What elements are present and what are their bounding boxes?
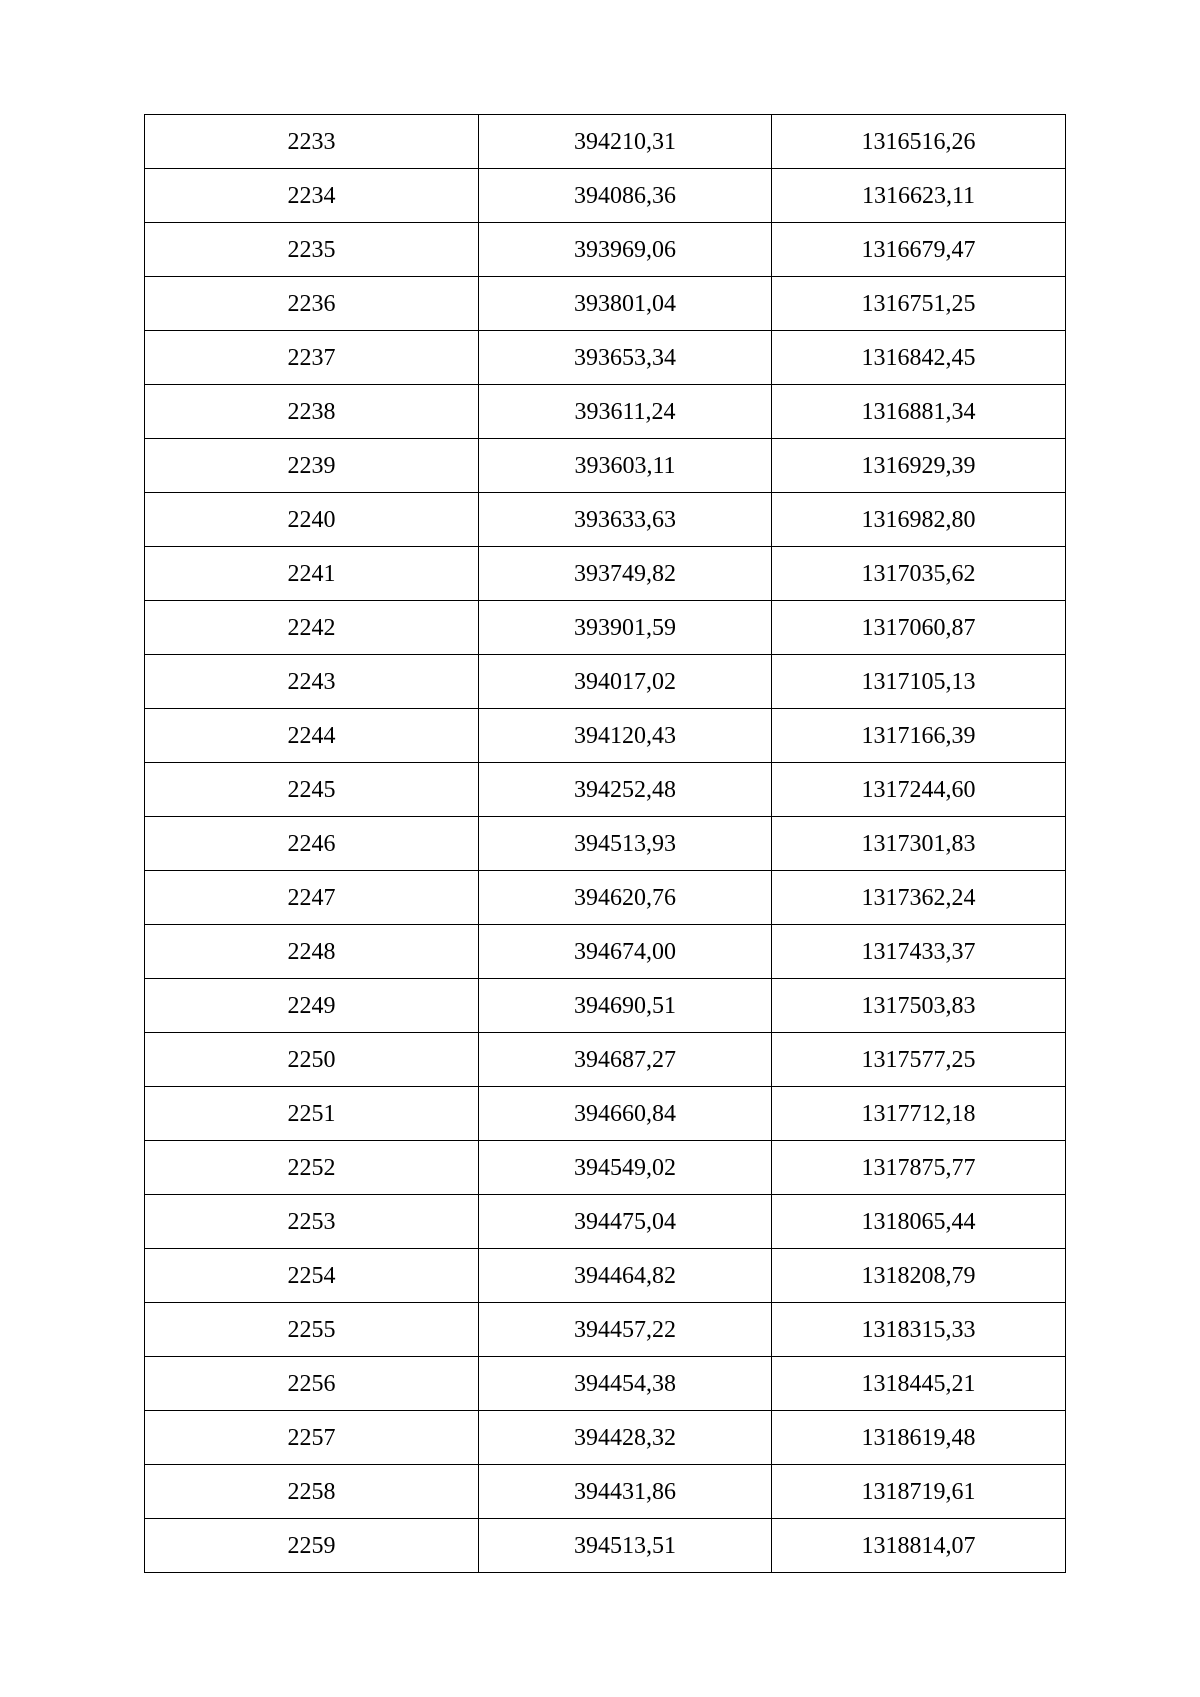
table-row <box>145 763 1066 817</box>
point-number-cell: 2245 <box>145 763 479 817</box>
y-coordinate-cell: 1318619,48 <box>772 1411 1066 1465</box>
point-number-cell: 2248 <box>145 925 479 979</box>
point-number-cell: 2246 <box>145 817 479 871</box>
y-coordinate-cell: 1316679,47 <box>772 223 1066 277</box>
x-coordinate-cell: 393633,63 <box>479 493 772 547</box>
x-coordinate-cell: 394513,51 <box>479 1519 772 1573</box>
y-coordinate-cell: 1317875,77 <box>772 1141 1066 1195</box>
y-coordinate-cell: 1317362,24 <box>772 871 1066 925</box>
point-number-cell: 2239 <box>145 439 479 493</box>
y-coordinate-cell: 1317301,83 <box>772 817 1066 871</box>
x-coordinate-cell: 394660,84 <box>479 1087 772 1141</box>
table-row <box>145 169 1066 223</box>
x-coordinate-cell: 393801,04 <box>479 277 772 331</box>
point-number-cell: 2240 <box>145 493 479 547</box>
y-coordinate-cell: 1316751,25 <box>772 277 1066 331</box>
table-row <box>145 439 1066 493</box>
y-coordinate-cell: 1318814,07 <box>772 1519 1066 1573</box>
x-coordinate-cell: 394210,31 <box>479 115 772 169</box>
y-coordinate-cell: 1317105,13 <box>772 655 1066 709</box>
y-coordinate-cell: 1317577,25 <box>772 1033 1066 1087</box>
x-coordinate-cell: 394431,86 <box>479 1465 772 1519</box>
y-coordinate-cell: 1317244,60 <box>772 763 1066 817</box>
point-number-cell: 2233 <box>145 115 479 169</box>
table-row <box>145 1033 1066 1087</box>
point-number-cell: 2235 <box>145 223 479 277</box>
table-row <box>145 1141 1066 1195</box>
x-coordinate-cell: 393611,24 <box>479 385 772 439</box>
x-coordinate-cell: 394252,48 <box>479 763 772 817</box>
y-coordinate-cell: 1318719,61 <box>772 1465 1066 1519</box>
y-coordinate-cell: 1317060,87 <box>772 601 1066 655</box>
point-number-cell: 2252 <box>145 1141 479 1195</box>
point-number-cell: 2259 <box>145 1519 479 1573</box>
point-number-cell: 2244 <box>145 709 479 763</box>
x-coordinate-cell: 394687,27 <box>479 1033 772 1087</box>
table-row <box>145 115 1066 169</box>
table-row <box>145 1087 1066 1141</box>
coordinates-table-body <box>145 115 1066 1573</box>
point-number-cell: 2258 <box>145 1465 479 1519</box>
y-coordinate-cell: 1318315,33 <box>772 1303 1066 1357</box>
x-coordinate-cell: 394674,00 <box>479 925 772 979</box>
coordinates-table <box>144 114 1066 1573</box>
table-row <box>145 1519 1066 1573</box>
x-coordinate-cell: 394086,36 <box>479 169 772 223</box>
x-coordinate-cell: 394457,22 <box>479 1303 772 1357</box>
point-number-cell: 2242 <box>145 601 479 655</box>
table-row <box>145 979 1066 1033</box>
x-coordinate-cell: 393603,11 <box>479 439 772 493</box>
point-number-cell: 2257 <box>145 1411 479 1465</box>
table-row <box>145 601 1066 655</box>
table-row <box>145 493 1066 547</box>
y-coordinate-cell: 1318445,21 <box>772 1357 1066 1411</box>
x-coordinate-cell: 393653,34 <box>479 331 772 385</box>
point-number-cell: 2253 <box>145 1195 479 1249</box>
x-coordinate-cell: 394475,04 <box>479 1195 772 1249</box>
point-number-cell: 2236 <box>145 277 479 331</box>
y-coordinate-cell: 1316982,80 <box>772 493 1066 547</box>
table-row <box>145 1303 1066 1357</box>
point-number-cell: 2251 <box>145 1087 479 1141</box>
y-coordinate-cell: 1316516,26 <box>772 115 1066 169</box>
table-row <box>145 817 1066 871</box>
point-number-cell: 2238 <box>145 385 479 439</box>
y-coordinate-cell: 1316929,39 <box>772 439 1066 493</box>
x-coordinate-cell: 394120,43 <box>479 709 772 763</box>
x-coordinate-cell: 394690,51 <box>479 979 772 1033</box>
y-coordinate-cell: 1318208,79 <box>772 1249 1066 1303</box>
x-coordinate-cell: 394620,76 <box>479 871 772 925</box>
table-row <box>145 277 1066 331</box>
x-coordinate-cell: 393749,82 <box>479 547 772 601</box>
point-number-cell: 2249 <box>145 979 479 1033</box>
x-coordinate-cell: 394464,82 <box>479 1249 772 1303</box>
table-row <box>145 871 1066 925</box>
y-coordinate-cell: 1316842,45 <box>772 331 1066 385</box>
x-coordinate-cell: 394549,02 <box>479 1141 772 1195</box>
y-coordinate-cell: 1317712,18 <box>772 1087 1066 1141</box>
table-row <box>145 547 1066 601</box>
point-number-cell: 2256 <box>145 1357 479 1411</box>
x-coordinate-cell: 393969,06 <box>479 223 772 277</box>
x-coordinate-cell: 393901,59 <box>479 601 772 655</box>
table-row <box>145 1249 1066 1303</box>
y-coordinate-cell: 1316881,34 <box>772 385 1066 439</box>
table-row <box>145 331 1066 385</box>
point-number-cell: 2255 <box>145 1303 479 1357</box>
point-number-cell: 2247 <box>145 871 479 925</box>
point-number-cell: 2241 <box>145 547 479 601</box>
point-number-cell: 2254 <box>145 1249 479 1303</box>
point-number-cell: 2243 <box>145 655 479 709</box>
table-row <box>145 1465 1066 1519</box>
y-coordinate-cell: 1317433,37 <box>772 925 1066 979</box>
table-row <box>145 1195 1066 1249</box>
x-coordinate-cell: 394017,02 <box>479 655 772 709</box>
y-coordinate-cell: 1317035,62 <box>772 547 1066 601</box>
table-row <box>145 223 1066 277</box>
y-coordinate-cell: 1317166,39 <box>772 709 1066 763</box>
table-row <box>145 385 1066 439</box>
table-row <box>145 655 1066 709</box>
table-row <box>145 709 1066 763</box>
y-coordinate-cell: 1317503,83 <box>772 979 1066 1033</box>
point-number-cell: 2234 <box>145 169 479 223</box>
point-number-cell: 2250 <box>145 1033 479 1087</box>
x-coordinate-cell: 394454,38 <box>479 1357 772 1411</box>
y-coordinate-cell: 1318065,44 <box>772 1195 1066 1249</box>
point-number-cell: 2237 <box>145 331 479 385</box>
table-row <box>145 1411 1066 1465</box>
x-coordinate-cell: 394428,32 <box>479 1411 772 1465</box>
table-row <box>145 925 1066 979</box>
y-coordinate-cell: 1316623,11 <box>772 169 1066 223</box>
x-coordinate-cell: 394513,93 <box>479 817 772 871</box>
table-row <box>145 1357 1066 1411</box>
